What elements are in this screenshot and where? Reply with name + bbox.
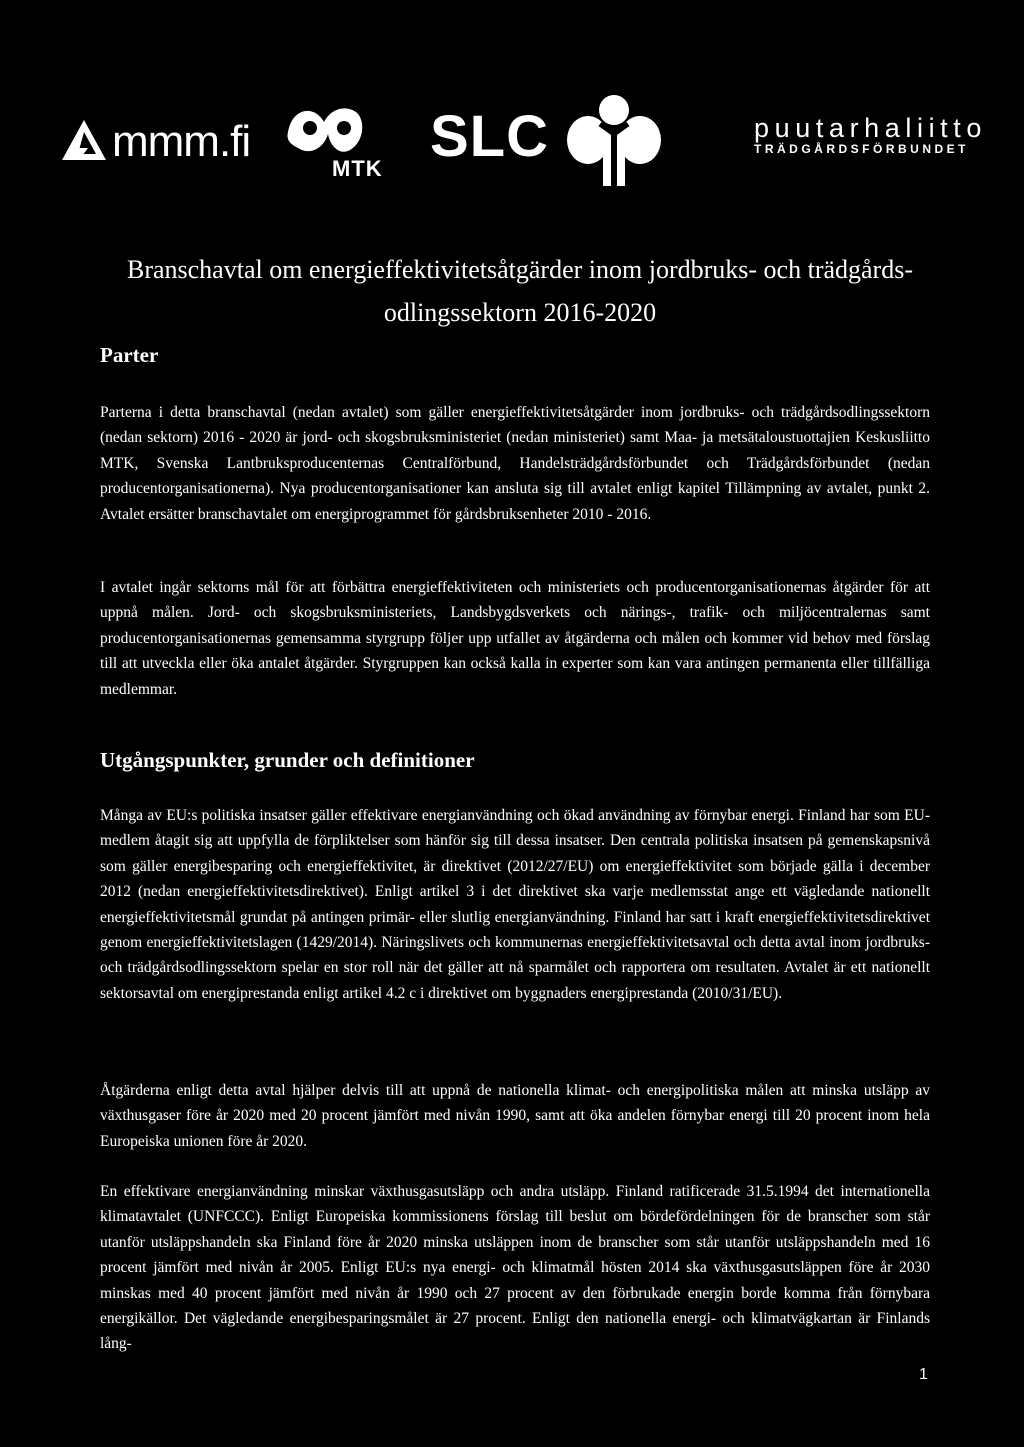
mmm-logo — [60, 117, 251, 169]
tree-logo — [566, 94, 662, 186]
tradgardsforbundet-text: TRÄDGÅRDSFÖRBUNDET — [754, 142, 969, 156]
section-heading-basis: Utgångspunkter, grunder och definitioner — [100, 748, 475, 772]
page-number: 1 — [919, 1366, 928, 1383]
logo-bar — [0, 90, 1024, 190]
puutarhaliitto-text: puutarhaliitto — [754, 113, 988, 143]
puutarhaliitto-logo — [754, 114, 987, 156]
paragraph-eu-policy: Många av EU:s politiska insatser gäller effektivare energianvändning och ökad användning av förnybar energi. Finland har som EU-medlem åtagit sig att uppfylla de förpliktelser som hänför sig till dessa insatser. Den centrala politiska insatsen på gemenskapsnivå som gäller energibesparing och energieffektivitet, är direktivet (2012/27/EU) om energieffektivitet som började gälla i december 2012 (nedan energieffektivitetsdirektivet). Enligt artikel 3 i det direktivet ska varje medlemsstat ange ett vägledande nationellt energieffektivitetsmål grundat på antingen primär- eller slutlig energianvändning. Finland har satt i kraft energieffektivitetsdirektivet genom energieffektivitetslagen (1429/2014). Näringslivets och kommunernas energieffektivitetsavtal och detta avtal inom jordbruks- och trädgårdsodlingssektorn spelar en stor roll när det gäller att nå sparmålet och rapportera om resultaten. Avtalet är ett nationellt sektorsavtal om energiprestanda enligt artikel 4.2 c i direktivet om byggnaders energiprestanda (2010/31/EU). — [100, 807, 930, 1002]
document-title-line1: Branschavtal om energieffektivitetsåtgärder inom jordbruks- och trädgårds- — [126, 255, 913, 284]
mtk-logo — [284, 102, 394, 182]
paragraph-emissions: En effektivare energianvändning minskar växthusgasutsläpp och andra utsläpp. Finland ratificerade 31.5.1994 det internationella klimatavtalet (UNFCCC). Enligt Europeiska kommissionens förslag till beslut om bördefördelningen för de branscher som står utanför utsläppshandeln ska Finland före år 2020 minska utsläppen inom de branscher som står utanför utsläppshandeln med 16 procent jämfört med nivån år 2005. Enligt EU:s nya energi- och klimatmål hösten 2014 ska växthusgasutsläppen före år 2030 minskas med 40 procent jämfört med nivån år 1990 och 27 procent av den förbrukade energin borde komma från förnybara energikällor. Det vägledande energibesparingsmålet är 27 procent. Enligt den nationella energi- och klimatvägkartan är Finlands lång- — [100, 1183, 930, 1353]
paragraph-parties: Parterna i detta branschavtal (nedan avtalet) som gäller energieffektivitetsåtgärder inom jordbruks- och trädgårdsodlingssektorn (nedan sektorn) 2016 - 2020 är jord- och skogsbruksministeriet (nedan ministeriet) samt Maa- ja metsätaloustuottajien Keskusliitto MTK, Svenska Lantbruksproducenternas Centralförbund, Handelsträdgårdsförbundet och Trädgårdsförbundet (nedan producentorganisationerna). Nya producentorganisationer kan ansluta sig till avtalet enligt kapitel Tillämpning av avtalet, punkt 2. Avtalet ersätter branschavtalet om energiprogrammet för gårdsbruksenheter 2010 - 2016. — [100, 404, 930, 523]
tree-icon — [566, 94, 662, 186]
paragraph-goals: I avtalet ingår sektorns mål för att förbättra energieffektiviteten och ministeriets och producentorganisationernas åtgärder för att uppnå målen. Jord- och skogsbruksministeriets, Landsbygdsverkets och närings-, trafik- och miljöcentralernas samt producentorganisationernas gemensamma styrgrupp följer upp utfallet av åtgärderna och målen och kommer vid behov med förslag till att utveckla eller öka antalet åtgärder. Styrgruppen kan också kalla in experter som kan vara antingen permanenta eller tillfälliga medlemmar. — [100, 579, 930, 698]
slc-logo: SLC — [430, 104, 549, 169]
section-heading-parter: Parter — [100, 343, 159, 367]
mmm-triangle-icon — [60, 118, 110, 164]
paragraph-measures: Åtgärderna enligt detta avtal hjälper delvis till att uppnå de nationella klimat- och energipolitiska målen att minska utsläpp av växthusgaser före år 2020 med 20 procent jämfört med nivån 1990, samt att öka andelen förnybar energi till 20 procent inom hela Europeiska unionen före år 2020. — [100, 1082, 930, 1150]
document-title — [100, 248, 940, 334]
mtk-mark-icon — [284, 102, 394, 158]
document-title-line2: odlingssektorn 2016-2020 — [383, 298, 657, 327]
mmm-logo-text: mmm.fi — [112, 117, 251, 166]
mtk-logo-text: MTK — [332, 156, 383, 181]
